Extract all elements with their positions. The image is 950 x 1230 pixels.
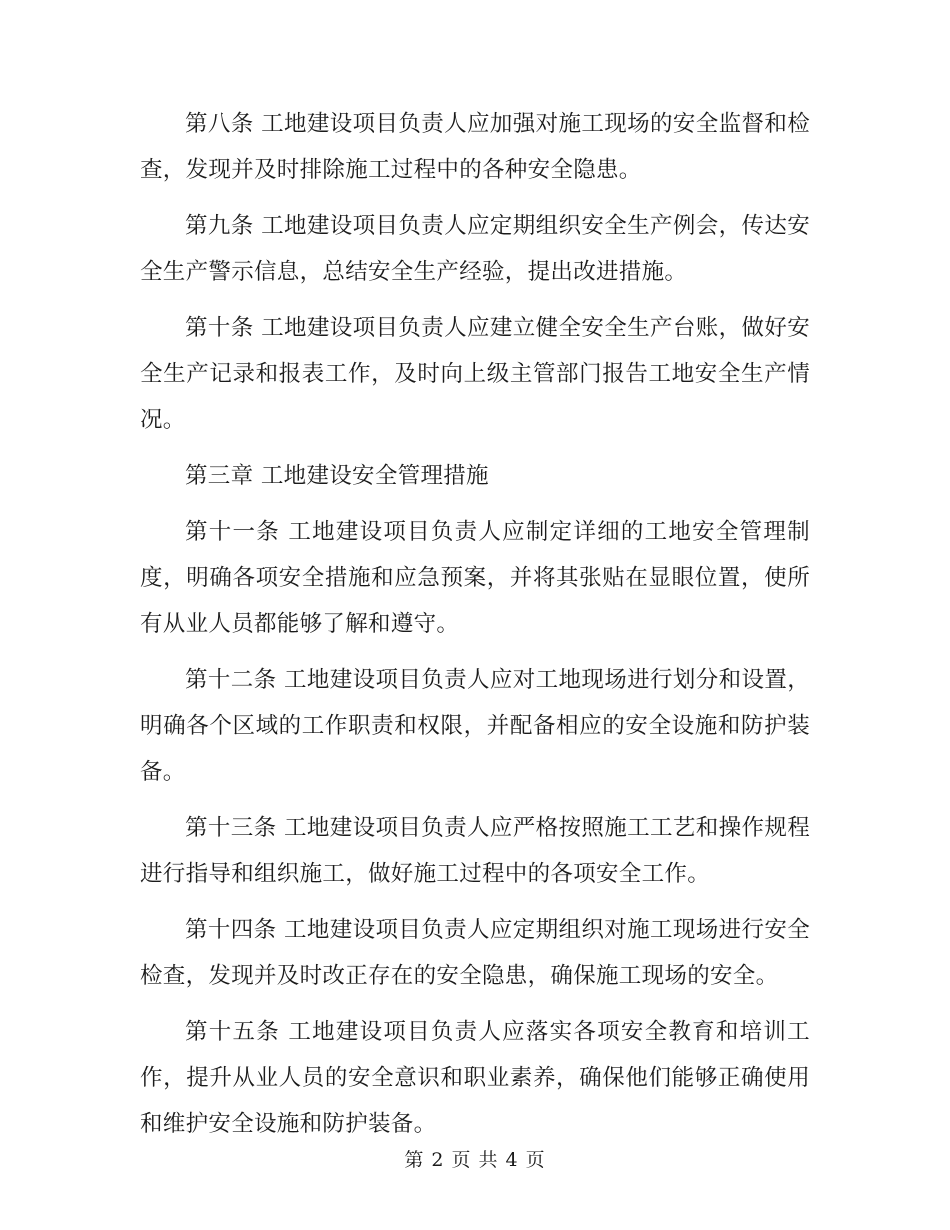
article-10-paragraph: 第十条 工地建设项目负责人应建立健全安全生产台账，做好安全生产记录和报表工作，及时向上级主管部门报告工地安全生产情况。 bbox=[140, 315, 810, 433]
page-number-footer: 第 2 页 共 4 页 bbox=[404, 1149, 546, 1171]
chapter-3-heading: 第三章 工地建设安全管理措施 bbox=[185, 463, 489, 489]
article-12-paragraph: 第十二条 工地建设项目负责人应对工地现场进行划分和设置，明确各个区域的工作职责和权限，并配备相应的安全设施和防护装备。 bbox=[140, 667, 810, 785]
article-9-paragraph: 第九条 工地建设项目负责人应定期组织安全生产例会，传达安全生产警示信息，总结安全生产经验，提出改进措施。 bbox=[140, 213, 810, 285]
article-13-paragraph: 第十三条 工地建设项目负责人应严格按照施工工艺和操作规程进行指导和组织施工，做好施工过程中的各项安全工作。 bbox=[140, 815, 810, 887]
document-body bbox=[140, 101, 810, 1157]
article-15-paragraph: 第十五条 工地建设项目负责人应落实各项安全教育和培训工作，提升从业人员的安全意识和职业素养，确保他们能够正确使用和维护安全设施和防护装备。 bbox=[140, 1019, 810, 1137]
article-8-paragraph: 第八条 工地建设项目负责人应加强对施工现场的安全监督和检查，发现并及时排除施工过程中的各种安全隐患。 bbox=[140, 111, 810, 183]
article-11-paragraph: 第十一条 工地建设项目负责人应制定详细的工地安全管理制度，明确各项安全措施和应急预案，并将其张贴在显眼位置，使所有从业人员都能够了解和遵守。 bbox=[140, 519, 810, 637]
article-14-paragraph: 第十四条 工地建设项目负责人应定期组织对施工现场进行安全检查，发现并及时改正存在的安全隐患，确保施工现场的安全。 bbox=[140, 917, 810, 989]
